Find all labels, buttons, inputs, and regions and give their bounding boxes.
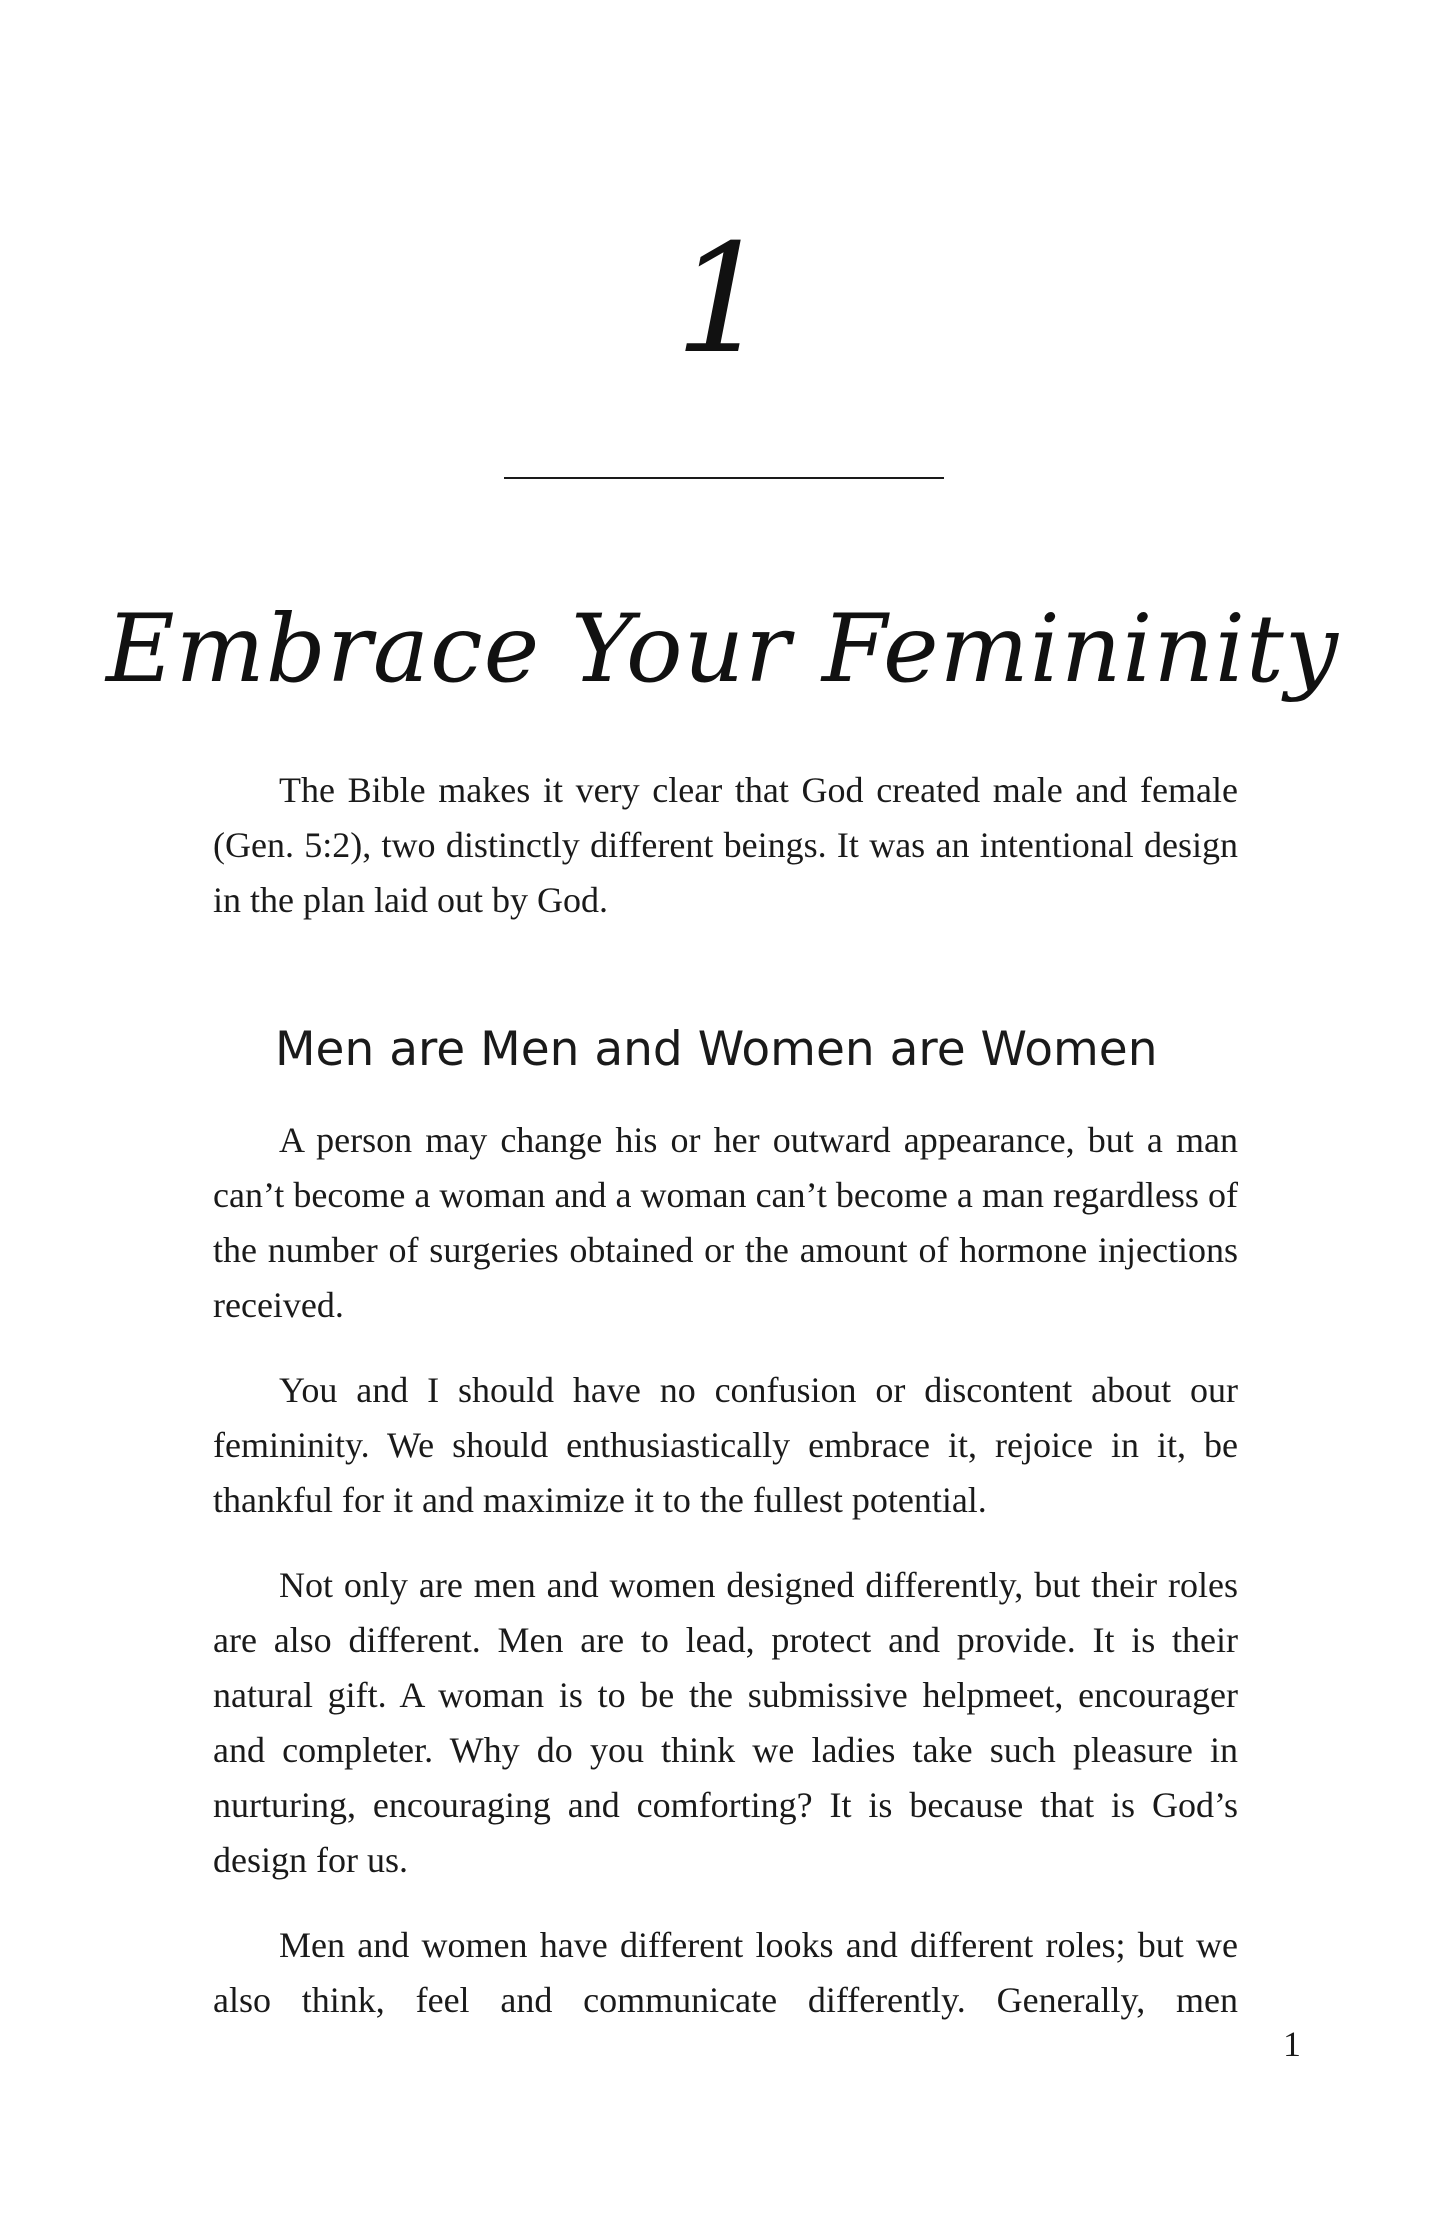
body-paragraph: A person may change his or her outward appearance, but a man can’t become a woman and a woman can’t become a man regardless of the number of surgeries obtained or the amount of hormone injections received.	[213, 1120, 1238, 1325]
chapter-number: 1	[674, 213, 771, 387]
page-number: 1	[1283, 2024, 1301, 2064]
intro-paragraph: The Bible makes it very clear that God created male and female (Gen. 5:2), two distinctly different beings. It was an intentional design in the plan laid out by God.	[213, 770, 1238, 920]
chapter-divider	[504, 477, 944, 479]
body-paragraph: Not only are men and women designed differently, but their roles are also different. Men are to lead, protect and provide. It is their natural gift. A woman is to be the submissive helpmeet, encourager and completer. Why do you think we ladies take such pleasure in nurturing, encouraging and comforting? It is because that is God’s design for us.	[213, 1565, 1238, 1880]
chapter-title: Embrace Your Femininity	[106, 595, 1339, 704]
section-heading: Men are Men and Women are Women	[275, 1022, 1158, 1077]
body-paragraph: You and I should have no confusion or discontent about our femininity. We should enthusiastically embrace it, rejoice in it, be thankful for it and maximize it to the fullest potential.	[213, 1370, 1238, 1520]
body-paragraph: Men and women have different looks and different roles; but we also think, feel and communicate differently. Generally, men	[213, 1925, 1238, 2020]
intro-text	[213, 763, 1238, 928]
section-body	[213, 1113, 1238, 2058]
